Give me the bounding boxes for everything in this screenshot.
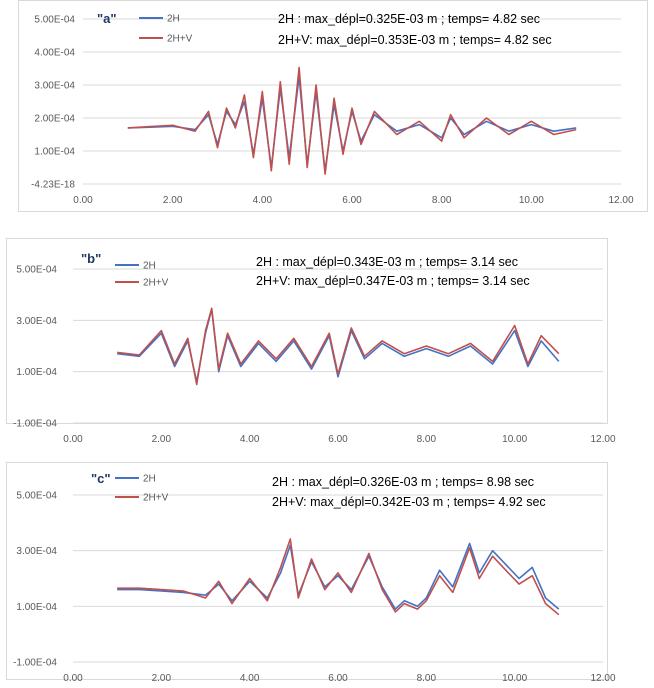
x-tick-label-c-3: 6.00 (328, 673, 348, 684)
panel-label-a: "a" (97, 11, 117, 26)
x-tick-label-b-5: 10.00 (502, 434, 528, 445)
series-line-b-2h-v (117, 308, 559, 384)
legend-label-b-0: 2H (143, 260, 156, 272)
legend-label-c-1: 2H+V (143, 492, 169, 504)
y-tick-label-a-1: 1.00E-04 (34, 146, 75, 158)
chart-panel-a (18, 0, 648, 212)
x-tick-label-c-1: 2.00 (151, 673, 172, 684)
y-tick-label-b-2: 3.00E-04 (16, 315, 57, 327)
chart-panel-b (6, 238, 616, 445)
annotation-line-b-0: 2H : max_dépl=0.343E-03 m ; temps= 3.14 sec (256, 255, 518, 269)
x-tick-label-a-2: 4.00 (252, 195, 273, 206)
legend-label-a-1: 2H+V (167, 33, 193, 45)
annotation-line-c-1: 2H+V: max_dépl=0.342E-03 m ; temps= 4.92 sec (272, 495, 546, 509)
y-tick-label-c-3: 5.00E-04 (16, 490, 57, 502)
x-tick-label-a-6: 12.00 (608, 195, 634, 206)
annotation-line-c-0: 2H : max_dépl=0.326E-03 m ; temps= 8.98 sec (272, 475, 534, 489)
y-tick-label-a-3: 3.00E-04 (34, 80, 75, 92)
x-tick-label-c-0: 0.00 (63, 673, 83, 684)
x-tick-label-c-4: 8.00 (416, 673, 437, 684)
x-tick-label-a-0: 0.00 (73, 195, 93, 206)
legend-label-b-1: 2H+V (143, 277, 169, 289)
y-tick-label-a-5: 5.00E-04 (34, 14, 75, 26)
x-tick-label-c-6: 12.00 (590, 673, 616, 684)
x-tick-label-b-1: 2.00 (151, 434, 172, 445)
x-tick-label-b-3: 6.00 (328, 434, 348, 445)
y-tick-label-c-2: 3.00E-04 (16, 546, 57, 558)
annotation-line-b-1: 2H+V: max_dépl=0.347E-03 m ; temps= 3.14 sec (256, 274, 530, 288)
x-tick-label-a-5: 10.00 (518, 195, 544, 206)
panel-label-c: "c" (91, 471, 111, 486)
chart-b (7, 239, 616, 445)
annotation-line-a-0: 2H : max_dépl=0.325E-03 m ; temps= 4.82 sec (278, 12, 540, 26)
annotation-line-a-1: 2H+V: max_dépl=0.353E-03 m ; temps= 4.82 sec (278, 33, 552, 47)
y-tick-label-b-0: -1.00E-04 (13, 418, 57, 430)
panel-label-b: "b" (81, 251, 102, 266)
legend-label-c-0: 2H (143, 473, 156, 485)
chart-panel-c (6, 462, 616, 684)
x-tick-label-b-4: 8.00 (416, 434, 437, 445)
x-tick-label-c-5: 10.00 (502, 673, 528, 684)
y-tick-label-a-2: 2.00E-04 (34, 113, 75, 125)
chart-c (7, 463, 616, 684)
y-tick-label-c-1: 1.00E-04 (16, 601, 57, 613)
x-tick-label-b-6: 12.00 (590, 434, 616, 445)
series-line-a-2h-v (128, 68, 576, 175)
x-tick-label-a-3: 6.00 (342, 195, 362, 206)
x-tick-label-c-2: 4.00 (239, 673, 260, 684)
legend-label-a-0: 2H (167, 13, 180, 25)
y-tick-label-a-4: 4.00E-04 (34, 47, 75, 59)
x-tick-label-a-4: 8.00 (431, 195, 452, 206)
y-tick-label-b-1: 1.00E-04 (16, 367, 57, 379)
x-tick-label-a-1: 2.00 (162, 195, 183, 206)
y-tick-label-a-0: -4.23E-18 (31, 179, 75, 191)
y-tick-label-c-0: -1.00E-04 (13, 657, 57, 669)
y-tick-label-b-3: 5.00E-04 (16, 264, 57, 276)
x-tick-label-b-2: 4.00 (239, 434, 260, 445)
chart-a (19, 1, 649, 213)
series-line-c-2h (117, 543, 559, 609)
series-line-a-2h (128, 77, 576, 171)
x-tick-label-b-0: 0.00 (63, 434, 83, 445)
